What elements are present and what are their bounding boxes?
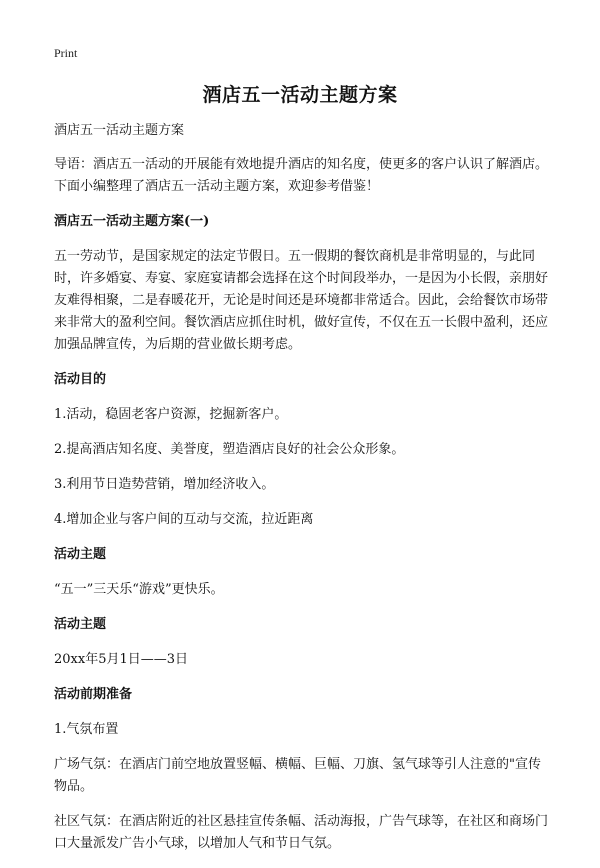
document-subtitle: 酒店五一活动主题方案 <box>54 123 185 138</box>
goal-item: 4.增加企业与客户间的互动与交流，拉近距离 <box>54 512 314 527</box>
goal-item: 3.利用节日造势营销，增加经济收入。 <box>54 477 275 492</box>
theme-paragraph: “五一”三天乐“游戏”更快乐。 <box>54 582 224 597</box>
print-label: Print <box>54 46 78 60</box>
document-body <box>54 120 550 868</box>
goal-item: 1.活动，稳固老客户资源，挖掘新客户。 <box>54 407 288 422</box>
goals-heading: 活动目的 <box>54 372 107 387</box>
prep-community-paragraph: 社区气氛：在酒店附近的社区悬挂宣传条幅、活动海报，广告气球等，在社区和商场门口大量派发广告小气球，以增加人气和节日气氛。 <box>54 814 549 851</box>
prep-plaza-paragraph: 广场气氛：在酒店门前空地放置竖幅、横幅、巨幅、刀旗、氢气球等引人注意的"宣传物品。 <box>54 757 541 794</box>
prep-item: 1.气氛布置 <box>54 722 119 737</box>
section1-paragraph: 五一劳动节，是国家规定的法定节假日。五一假期的餐饮商机是非常明显的，与此同时，许多婚宴、寿宴、家庭宴请都会选择在这个时间段举办，一是因为小长假，亲朋好友难得相聚，二是春暖花开，无论是时间还是环境都非常适合。因此，会给餐饮市场带来非常大的盈利空间。餐饮酒店应抓住时机，做好宣传，不仅在五一长假中盈利，还应加强品牌宣传，为后期的营业做长期考虑。 <box>54 249 549 352</box>
intro-paragraph: 导语：酒店五一活动的开展能有效地提升酒店的知名度，使更多的客户认识了解酒店。下面小编整理了酒店五一活动主题方案，欢迎参考借鉴！ <box>54 157 549 194</box>
prep-heading: 活动前期准备 <box>54 687 133 702</box>
page-title: 酒店五一活动主题方案 <box>202 84 398 106</box>
time-paragraph: 20xx年5月1日——3日 <box>54 652 189 667</box>
section1-heading: 酒店五一活动主题方案(一) <box>54 214 210 229</box>
time-heading: 活动主题 <box>54 617 107 632</box>
goal-item: 2.提高酒店知名度、美誉度，塑造酒店良好的社会公众形象。 <box>54 442 405 457</box>
theme-heading: 活动主题 <box>54 547 107 562</box>
